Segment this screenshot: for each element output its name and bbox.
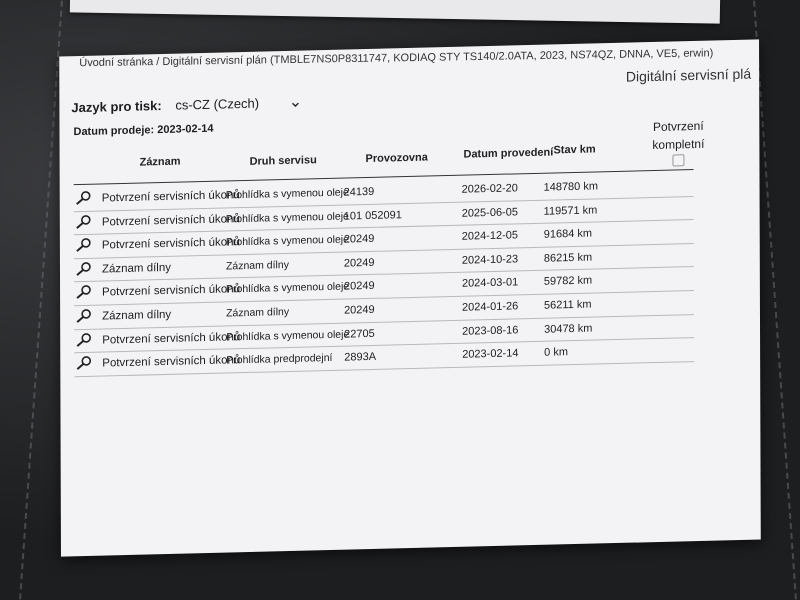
language-select-value: cs-CZ (Czech) — [175, 95, 260, 113]
sale-date-row — [73, 123, 213, 138]
column-header-workshop: Provozovna — [365, 151, 428, 166]
record-cell: Potvrzení servisních úkonů — [102, 330, 241, 347]
column-header-service-type: Druh servisu — [249, 154, 317, 168]
column-header-record: Záznam — [139, 155, 181, 169]
date-cell: 2024-12-05 — [461, 229, 519, 243]
service-records-table — [74, 173, 694, 377]
confirm-header-line1: Potvrzení — [652, 118, 704, 135]
language-label: Jazyk pro tisk: — [71, 98, 162, 116]
service-type-cell: Prohlídka predprodejní — [226, 352, 333, 367]
date-cell: 2025-06-05 — [461, 205, 518, 220]
date-cell: 2023-02-14 — [462, 347, 519, 361]
sale-date-label: Datum prodeje: — [73, 124, 155, 139]
checkbox-icon[interactable] — [672, 154, 684, 166]
mileage-cell: 86215 km — [543, 251, 593, 265]
sale-date-value: 2023-02-14 — [157, 122, 214, 137]
record-cell: Potvrzení servisních úkonů — [101, 189, 240, 205]
page-breadcrumb: Úvodní stránka / Digitální servisní plán (TMBLE7NS0P8311747, KODIAQ STY TS140/2.0ATA, 2023, NS74QZ, DNNA, VE5, erwin) — [79, 47, 714, 70]
workshop-cell: 2893A — [344, 351, 377, 364]
service-type-cell: Prohlídka s vymenou oleje — [225, 280, 350, 296]
language-select[interactable] — [175, 95, 302, 113]
service-type-cell: Prohlídka s vymenou oleje — [225, 186, 349, 202]
chevron-down-icon[interactable]: ⌄ — [288, 93, 303, 111]
service-type-cell: Prohlídka s vymenou oleje — [226, 328, 350, 344]
service-type-cell: Prohlídka s vymenou oleje — [225, 233, 349, 249]
mileage-cell: 56211 km — [543, 298, 592, 312]
magnifier-icon[interactable] — [76, 214, 92, 228]
column-header-confirm — [633, 116, 723, 172]
workshop-cell: 20249 — [343, 256, 375, 270]
workshop-cell: 20249 — [344, 303, 375, 317]
record-cell: Záznam dílny — [102, 308, 172, 323]
column-header-date: Datum provedení — [463, 146, 554, 161]
date-cell: 2024-01-26 — [462, 300, 519, 314]
service-type-cell: Záznam dílny — [225, 258, 289, 273]
print-language-row — [71, 95, 302, 116]
mileage-cell: 30478 km — [544, 322, 593, 336]
date-cell: 2024-03-01 — [461, 276, 519, 291]
workshop-cell: 22705 — [344, 327, 375, 341]
workshop-cell: 24139 — [343, 185, 375, 199]
record-cell: Potvrzení servisních úkonů — [101, 236, 240, 252]
date-cell: 2024-10-23 — [461, 253, 519, 267]
mileage-cell: 91684 km — [543, 227, 593, 241]
workshop-cell: 101 052091 — [343, 208, 402, 223]
date-cell: 2023-08-16 — [462, 323, 519, 338]
record-cell: Potvrzení servisních úkonů — [101, 212, 240, 229]
record-cell: Potvrzení servisních úkonů — [102, 283, 241, 299]
mileage-cell: 148780 km — [543, 180, 599, 194]
confirm-header-line2: kompletní — [652, 136, 705, 153]
column-header-mileage: Stav km — [553, 143, 596, 157]
magnifier-icon[interactable] — [76, 309, 92, 323]
mileage-cell: 59782 km — [543, 274, 593, 289]
document-title: Digitální servisní plá — [625, 65, 752, 85]
magnifier-icon[interactable] — [76, 262, 92, 276]
magnifier-icon[interactable] — [76, 285, 92, 299]
date-cell: 2026-02-20 — [461, 182, 518, 196]
workshop-cell: 20249 — [343, 233, 375, 246]
magnifier-icon[interactable] — [76, 191, 92, 205]
magnifier-icon[interactable] — [76, 332, 92, 346]
service-type-cell: Záznam dílny — [226, 305, 290, 320]
record-cell: Záznam dílny — [101, 261, 171, 276]
mileage-cell: 119571 km — [543, 203, 598, 218]
workshop-cell: 20249 — [343, 280, 375, 293]
record-cell: Potvrzení servisních úkonů — [102, 354, 241, 370]
mileage-cell: 0 km — [544, 346, 569, 359]
service-type-cell: Prohlídka s vymenou oleje — [225, 210, 349, 226]
magnifier-icon[interactable] — [76, 356, 92, 370]
magnifier-icon[interactable] — [76, 238, 92, 252]
printed-service-plan — [59, 39, 761, 556]
